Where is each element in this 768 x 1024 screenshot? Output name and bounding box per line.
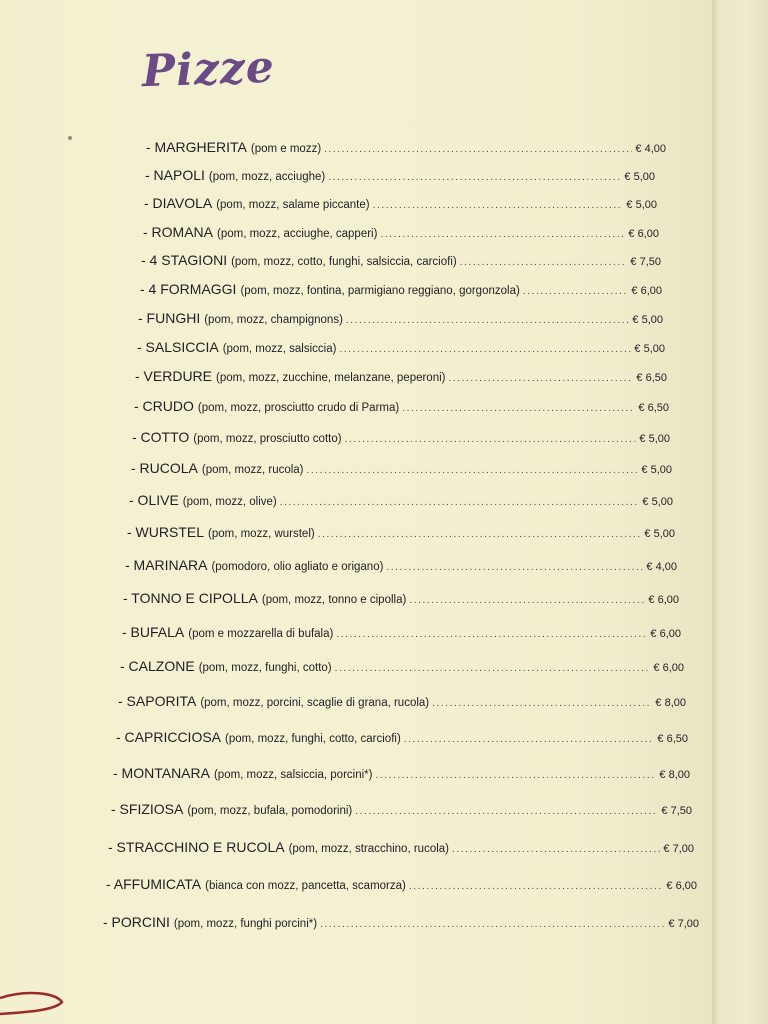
menu-item <box>113 765 690 787</box>
item-price: € 4,00 <box>646 561 677 573</box>
item-name: - RUCOLA <box>131 460 198 476</box>
item-description: (pom, mozz, zucchine, melanzane, peperoni) <box>216 372 446 384</box>
item-name: - OLIVE <box>129 492 179 508</box>
item-price: € 7,50 <box>630 256 661 268</box>
item-description: (pom, mozz, funghi, cotto, carciofi) <box>225 733 401 745</box>
leader-dots <box>523 286 629 297</box>
item-description: (pom, mozz, acciughe, capperi) <box>217 228 378 240</box>
item-name: - DIAVOLA <box>144 195 213 211</box>
item-name: - ROMANA <box>143 224 213 240</box>
item-description: (pom, mozz, porcini, scaglie di grana, rucola) <box>200 697 430 709</box>
item-price: € 8,00 <box>659 769 690 781</box>
item-name: - MONTANARA <box>113 765 210 781</box>
menu-item <box>120 658 684 680</box>
item-price: € 7,00 <box>668 918 699 930</box>
item-name: - COTTO <box>132 429 190 445</box>
menu-item <box>122 624 681 646</box>
menu-item <box>145 167 655 189</box>
item-name: - CAPRICCIOSA <box>116 729 222 745</box>
leader-dots <box>432 698 652 709</box>
leader-dots <box>452 844 660 855</box>
menu-item <box>135 368 667 390</box>
leader-dots <box>460 257 628 268</box>
item-name: - CALZONE <box>120 658 195 674</box>
menu-item <box>132 429 670 451</box>
leader-dots <box>404 734 655 745</box>
menu-item <box>108 839 694 861</box>
item-description: (pom, mozz, bufala, pomodorini) <box>187 805 353 817</box>
leader-dots <box>409 595 645 606</box>
item-description: (pom, mozz, acciughe) <box>208 171 326 183</box>
item-price: € 5,00 <box>644 528 675 540</box>
menu-item <box>116 729 688 751</box>
item-name: - BUFALA <box>122 624 185 640</box>
item-description: (pom, mozz, cotto, funghi, salsiccia, carciofi) <box>231 256 457 268</box>
leader-dots <box>335 663 651 674</box>
leader-dots <box>386 562 643 573</box>
item-price: € 6,50 <box>636 372 667 384</box>
item-name: - MARINARA <box>125 557 208 573</box>
leader-dots <box>339 344 631 355</box>
item-name: - SALSICCIA <box>137 339 219 355</box>
item-price: € 8,00 <box>655 697 686 709</box>
item-price: € 5,00 <box>639 433 670 445</box>
leader-dots <box>373 200 624 211</box>
item-price: € 4,00 <box>635 143 666 155</box>
item-price: € 5,00 <box>626 199 657 211</box>
item-name: - NAPOLI <box>145 167 205 183</box>
menu-title: Pizze <box>141 41 276 98</box>
item-description: (pom, mozz, prosciutto crudo di Parma) <box>197 402 400 414</box>
item-name: - 4 STAGIONI <box>141 252 228 268</box>
menu-item <box>143 224 659 246</box>
menu-item <box>127 524 675 546</box>
item-price: € 7,50 <box>661 805 692 817</box>
item-price: € 6,00 <box>631 285 662 297</box>
leader-dots <box>345 434 637 445</box>
menu-item <box>144 195 657 217</box>
menu-item <box>103 914 699 936</box>
menu-item <box>106 876 697 898</box>
item-description: (pom e mozzarella di bufala) <box>188 628 334 640</box>
item-description: (pom, mozz, funghi porcini*) <box>173 918 318 930</box>
item-price: € 6,50 <box>657 733 688 745</box>
item-price: € 5,00 <box>632 314 663 326</box>
menu-item <box>125 557 677 579</box>
item-price: € 7,00 <box>663 843 694 855</box>
item-description: (pomodoro, olio agliato e origano) <box>211 561 384 573</box>
item-description: (bianca con mozz, pancetta, scamorza) <box>205 880 406 892</box>
leader-dots <box>355 806 658 817</box>
item-description: (pom, mozz, tonno e cipolla) <box>261 594 407 606</box>
menu-item <box>123 590 679 612</box>
leader-dots <box>402 403 635 414</box>
item-price: € 6,00 <box>648 594 679 606</box>
item-price: € 5,00 <box>634 343 665 355</box>
item-price: € 6,00 <box>628 228 659 240</box>
item-name: - FUNGHI <box>138 310 201 326</box>
menu-item <box>141 252 661 274</box>
item-name: - SAPORITA <box>118 693 197 709</box>
leader-dots <box>280 497 640 508</box>
item-description: (pom, mozz, olive) <box>182 496 277 508</box>
leader-dots <box>380 229 625 240</box>
leader-dots <box>324 144 632 155</box>
item-description: (pom, mozz, salame piccante) <box>216 199 370 211</box>
leader-dots <box>318 529 642 540</box>
item-price: € 5,00 <box>641 464 672 476</box>
item-description: (pom, mozz, wurstel) <box>208 528 315 540</box>
item-name: - CRUDO <box>134 398 194 414</box>
item-description: (pom, mozz, rucola) <box>201 464 304 476</box>
item-description: (pom, mozz, stracchino, rucola) <box>288 843 449 855</box>
item-price: € 6,00 <box>666 880 697 892</box>
menu-item <box>118 693 686 715</box>
item-price: € 6,50 <box>638 402 669 414</box>
item-name: - SFIZIOSA <box>111 801 184 817</box>
item-price: € 5,00 <box>642 496 673 508</box>
item-description: (pom, mozz, salsiccia, porcini*) <box>213 769 373 781</box>
item-description: (pom, mozz, salsiccia) <box>222 343 337 355</box>
item-name: - STRACCHINO E RUCOLA <box>108 839 285 855</box>
item-name: - MARGHERITA <box>146 139 247 155</box>
leader-dots <box>375 770 656 781</box>
item-name: - AFFUMICATA <box>106 876 202 892</box>
item-description: (pom e mozz) <box>250 143 322 155</box>
leader-dots <box>449 373 634 384</box>
swoosh-decoration <box>0 980 70 1020</box>
leader-dots <box>307 465 639 476</box>
menu-item <box>134 398 669 420</box>
item-description: (pom, mozz, fontina, parmigiano reggiano, gorgonzola) <box>240 285 520 297</box>
item-description: (pom, mozz, prosciutto cotto) <box>193 433 342 445</box>
leader-dots <box>336 629 647 640</box>
leader-dots <box>409 881 664 892</box>
item-name: - PORCINI <box>103 914 170 930</box>
item-name: - VERDURE <box>135 368 213 384</box>
item-description: (pom, mozz, funghi, cotto) <box>198 662 332 674</box>
item-name: - 4 FORMAGGI <box>140 281 237 297</box>
leader-dots <box>328 172 621 183</box>
item-price: € 6,00 <box>653 662 684 674</box>
item-name: - TONNO E CIPOLLA <box>123 590 258 606</box>
menu-item <box>140 281 662 303</box>
menu-item <box>129 492 673 514</box>
item-price: € 5,00 <box>624 171 655 183</box>
menu-item <box>131 460 672 482</box>
menu-item <box>146 139 666 161</box>
leader-dots <box>320 919 665 930</box>
menu-item <box>138 310 663 332</box>
menu-item <box>111 801 692 823</box>
item-name: - WURSTEL <box>127 524 204 540</box>
leader-dots <box>346 315 629 326</box>
menu-item <box>137 339 665 361</box>
item-price: € 6,00 <box>650 628 681 640</box>
item-description: (pom, mozz, champignons) <box>204 314 343 326</box>
